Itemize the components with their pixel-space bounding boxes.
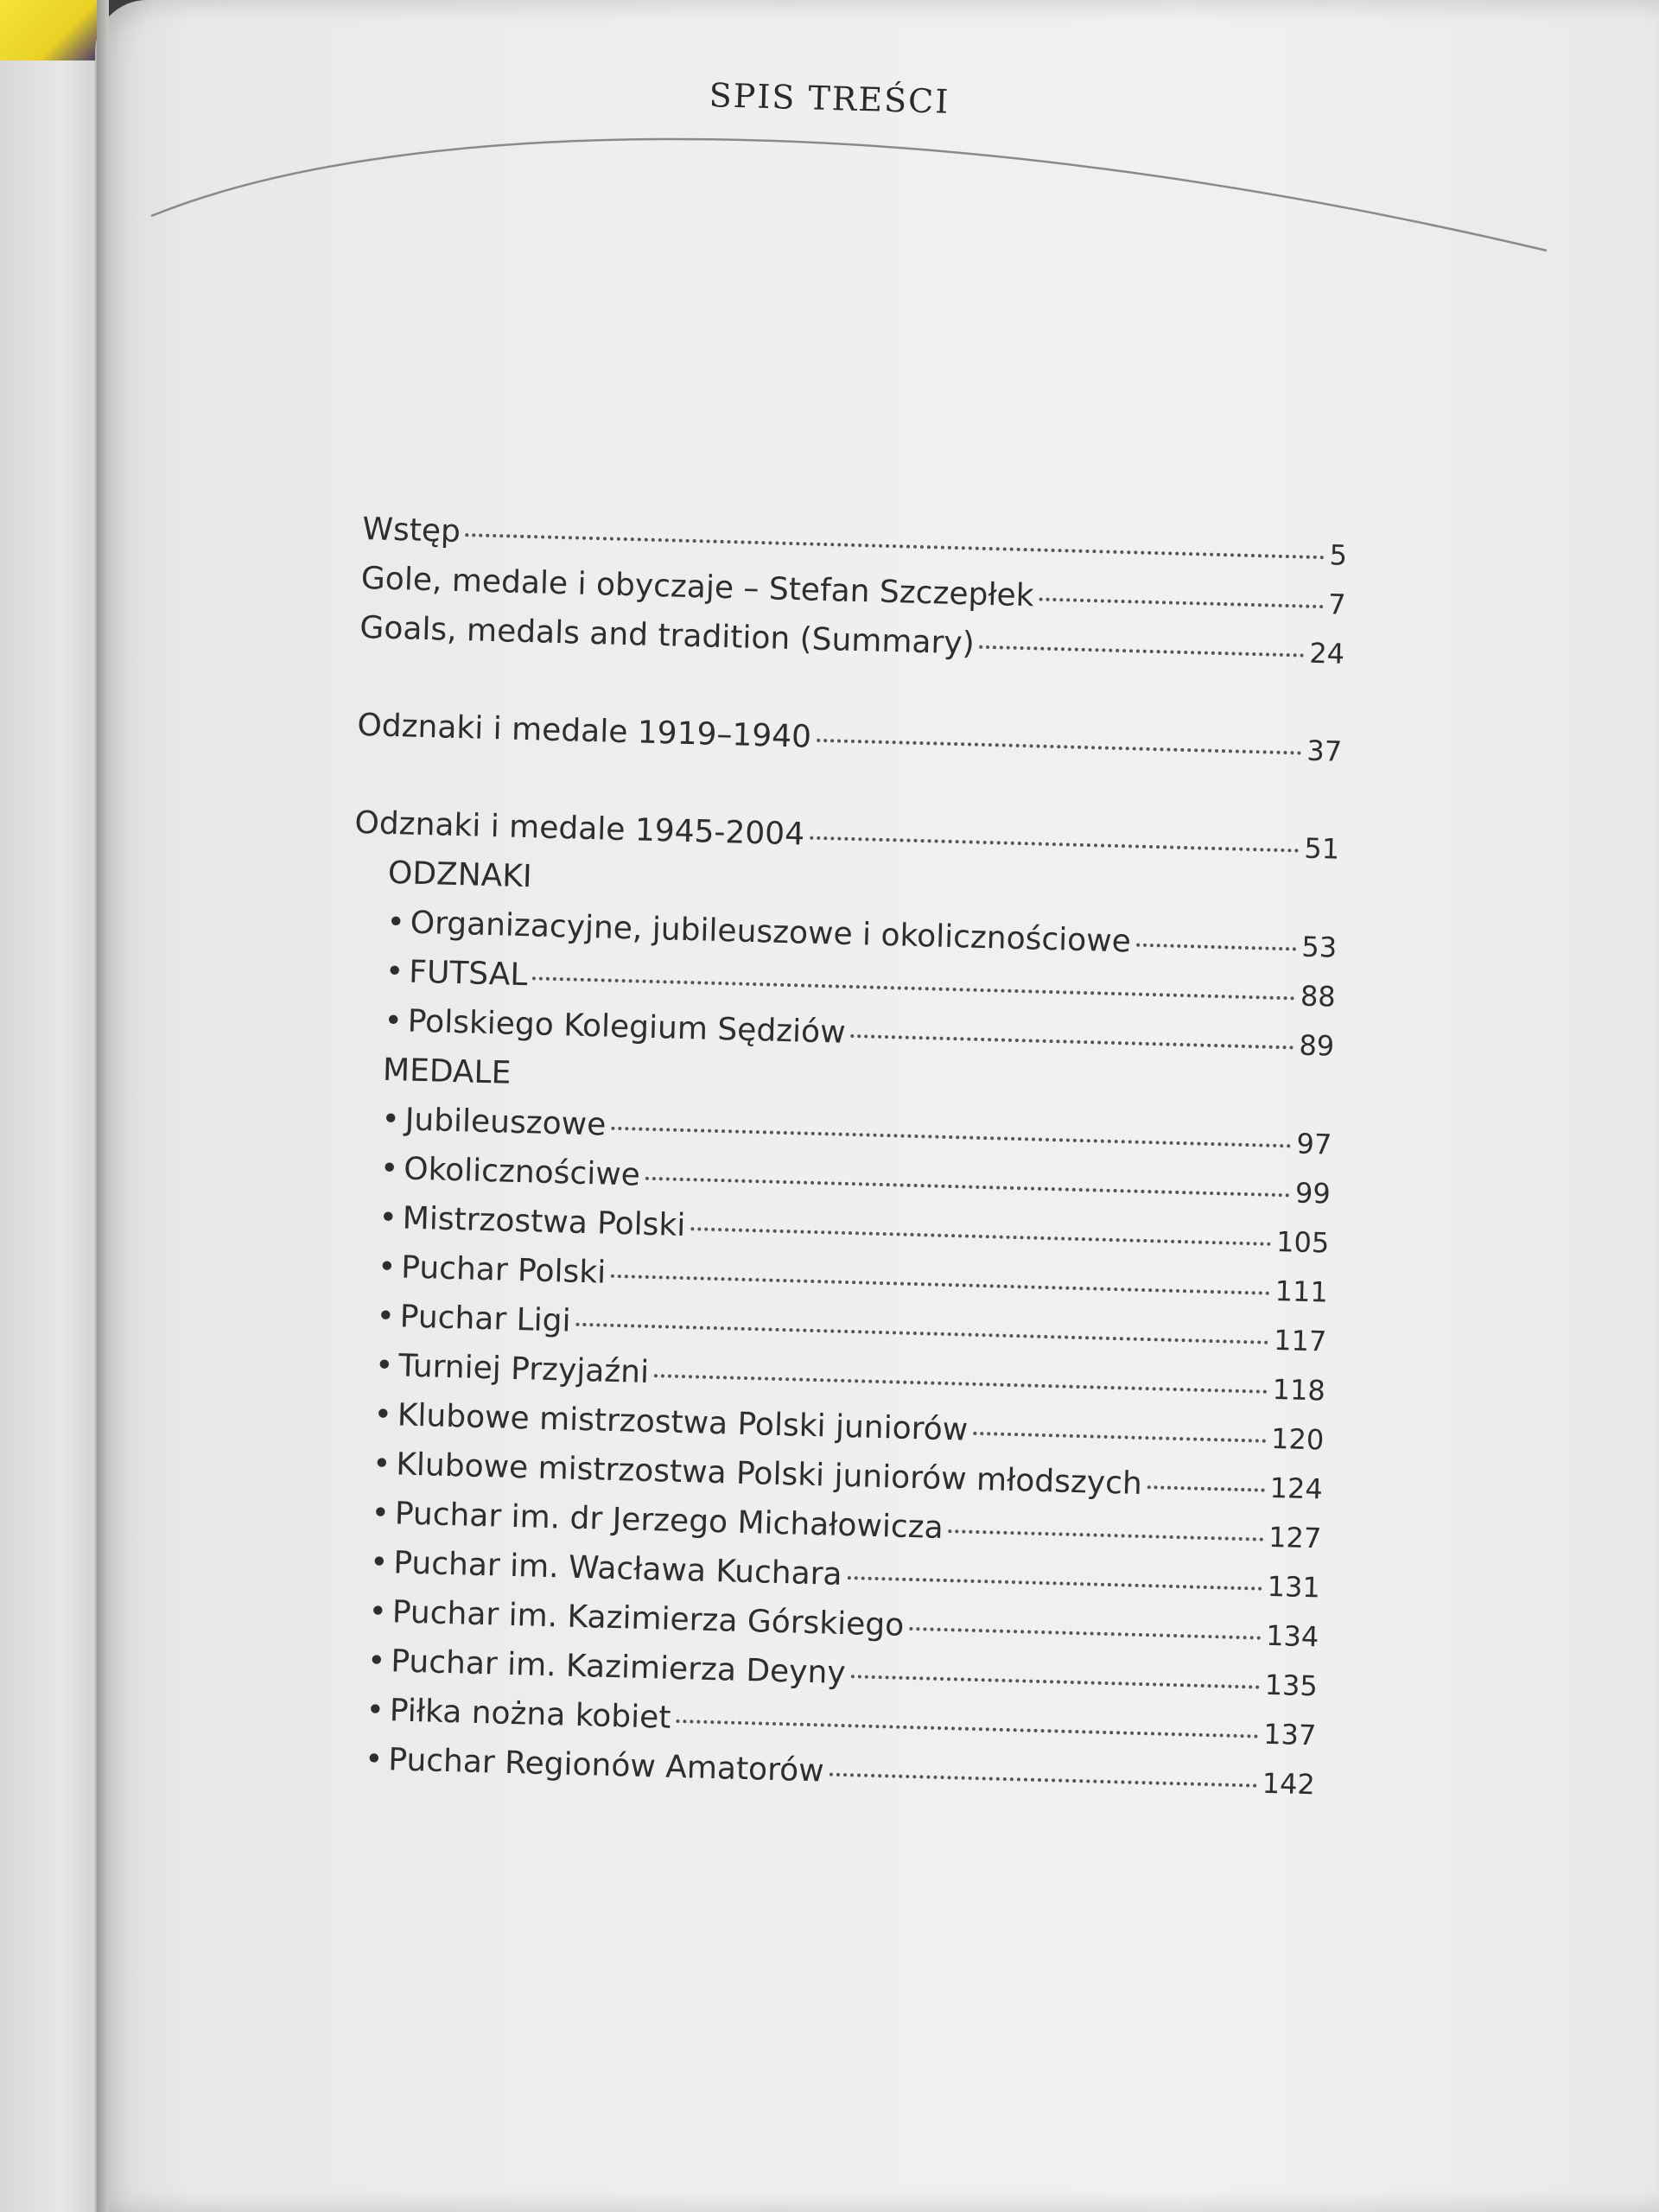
- dot-leader: [850, 1034, 1294, 1049]
- dot-leader: [909, 1627, 1261, 1640]
- toc-entry-page: 5: [1329, 538, 1348, 572]
- toc-entry-page: 105: [1275, 1224, 1330, 1260]
- toc-entry-label: Mistrzostwa Polski: [402, 1200, 686, 1244]
- toc-entry-label: Puchar im. Kazimierza Deyny: [390, 1643, 847, 1692]
- toc-entry-page: 117: [1273, 1323, 1327, 1358]
- dot-leader: [1147, 1485, 1265, 1492]
- toc-entry-label: Wstęp: [361, 512, 461, 550]
- toc-entry-page: 24: [1308, 636, 1345, 671]
- header-arc-divider: [147, 121, 1564, 268]
- toc-entry-label: Jubileuszowe: [404, 1102, 607, 1143]
- toc-entry-label: Turniej Przyjaźni: [397, 1348, 650, 1391]
- table-of-contents: [329, 512, 1347, 1815]
- toc-entry-label: Gole, medale i obyczaje – Stefan Szczepłek: [360, 560, 1035, 614]
- facing-page-edge: [0, 0, 104, 2212]
- toc-entry-label: Polskiego Kolegium Sędziów: [407, 1003, 847, 1051]
- bullet-icon: •: [384, 1002, 404, 1039]
- toc-entry-page: 127: [1268, 1520, 1322, 1555]
- toc-entry-page: 142: [1262, 1766, 1316, 1802]
- toc-entry-page: 120: [1270, 1421, 1325, 1457]
- dot-leader: [575, 1323, 1268, 1344]
- bullet-icon: •: [379, 1150, 399, 1187]
- toc-entry-page: 53: [1300, 930, 1338, 964]
- dot-leader: [611, 1274, 1270, 1295]
- bullet-icon: •: [377, 1249, 397, 1286]
- bullet-icon: •: [369, 1544, 389, 1581]
- toc-entry-label: Puchar Polski: [400, 1249, 607, 1291]
- bullet-icon: •: [385, 953, 404, 990]
- yellow-book-corner: [0, 0, 104, 60]
- toc-entry-page: 135: [1264, 1668, 1319, 1703]
- dot-leader: [676, 1719, 1258, 1738]
- dot-leader: [654, 1374, 1268, 1394]
- toc-entry-page: 7: [1327, 588, 1347, 621]
- dot-leader: [1136, 944, 1297, 951]
- toc-entry-page: 131: [1267, 1569, 1321, 1605]
- dot-leader: [645, 1177, 1290, 1198]
- bullet-icon: •: [374, 1347, 394, 1384]
- page-gutter: [97, 0, 109, 2212]
- toc-entry-page: 137: [1262, 1717, 1317, 1752]
- bullet-icon: •: [386, 904, 406, 941]
- toc-entry-page: 37: [1306, 734, 1343, 768]
- dot-leader: [466, 533, 1325, 559]
- bullet-icon: •: [381, 1101, 401, 1138]
- dot-leader: [817, 739, 1302, 755]
- page-title: SPIS TREŚCI: [709, 76, 950, 121]
- toc-entry-page: 89: [1298, 1028, 1335, 1063]
- dot-leader: [1039, 598, 1323, 609]
- toc-entry-page: 97: [1296, 1127, 1332, 1161]
- dot-leader: [690, 1227, 1271, 1246]
- toc-entry-page: 111: [1274, 1274, 1329, 1309]
- toc-entry-page: 51: [1303, 831, 1340, 866]
- bullet-icon: •: [368, 1593, 388, 1630]
- dot-leader: [532, 976, 1295, 1000]
- toc-entry-label: Odznaki i medale 1919–1940: [356, 707, 812, 755]
- dot-leader: [980, 645, 1305, 658]
- toc-subheading-label: ODZNAKI: [387, 855, 533, 895]
- bullet-icon: •: [376, 1298, 396, 1335]
- toc-entry-label: Goals, medals and tradition (Summary): [359, 609, 976, 662]
- bullet-icon: •: [364, 1741, 384, 1778]
- toc-subheading-label: MEDALE: [382, 1052, 512, 1091]
- bullet-icon: •: [365, 1692, 385, 1729]
- toc-entry-label: Puchar im. Wacława Kuchara: [392, 1545, 843, 1592]
- dot-leader: [829, 1773, 1256, 1788]
- bullet-icon: •: [372, 1446, 391, 1483]
- toc-entry-label: Puchar Regionów Amatorów: [387, 1742, 825, 1789]
- dot-leader: [973, 1432, 1266, 1443]
- dot-leader: [810, 836, 1300, 853]
- bullet-icon: •: [378, 1199, 398, 1236]
- toc-entry-label: Odznaki i medale 1945-2004: [354, 804, 805, 853]
- toc-entry-label: FUTSAL: [408, 954, 529, 994]
- dot-leader: [949, 1529, 1264, 1541]
- bullet-icon: •: [371, 1495, 391, 1532]
- toc-entry-label: Okolicznościwe: [403, 1151, 641, 1193]
- dot-leader: [851, 1675, 1260, 1688]
- toc-entry-page: 118: [1272, 1372, 1326, 1408]
- dot-leader: [847, 1576, 1262, 1591]
- toc-entry-page: 99: [1294, 1176, 1332, 1211]
- toc-entry-label: Organizacyjne, jubileuszowe i okolicznościowe: [410, 905, 1132, 960]
- bullet-icon: •: [373, 1396, 393, 1433]
- toc-entry-label: Klubowe mistrzostwa Polski juniorów: [397, 1397, 969, 1448]
- toc-entry-label: Puchar im. dr Jerzego Michałowicza: [394, 1496, 944, 1546]
- toc-entry-label: Klubowe mistrzostwa Polski juniorów młodszych: [395, 1446, 1143, 1502]
- toc-entry-label: Puchar Ligi: [399, 1299, 572, 1339]
- toc-entry-label: Puchar im. Kazimierza Górskiego: [391, 1594, 905, 1643]
- dot-leader: [611, 1127, 1291, 1148]
- toc-entry-page: 134: [1265, 1618, 1319, 1654]
- bullet-icon: •: [366, 1643, 386, 1680]
- toc-entry-page: 124: [1269, 1471, 1324, 1506]
- toc-entry-page: 88: [1300, 979, 1337, 1014]
- toc-entry-label: Piłka nożna kobiet: [389, 1693, 671, 1736]
